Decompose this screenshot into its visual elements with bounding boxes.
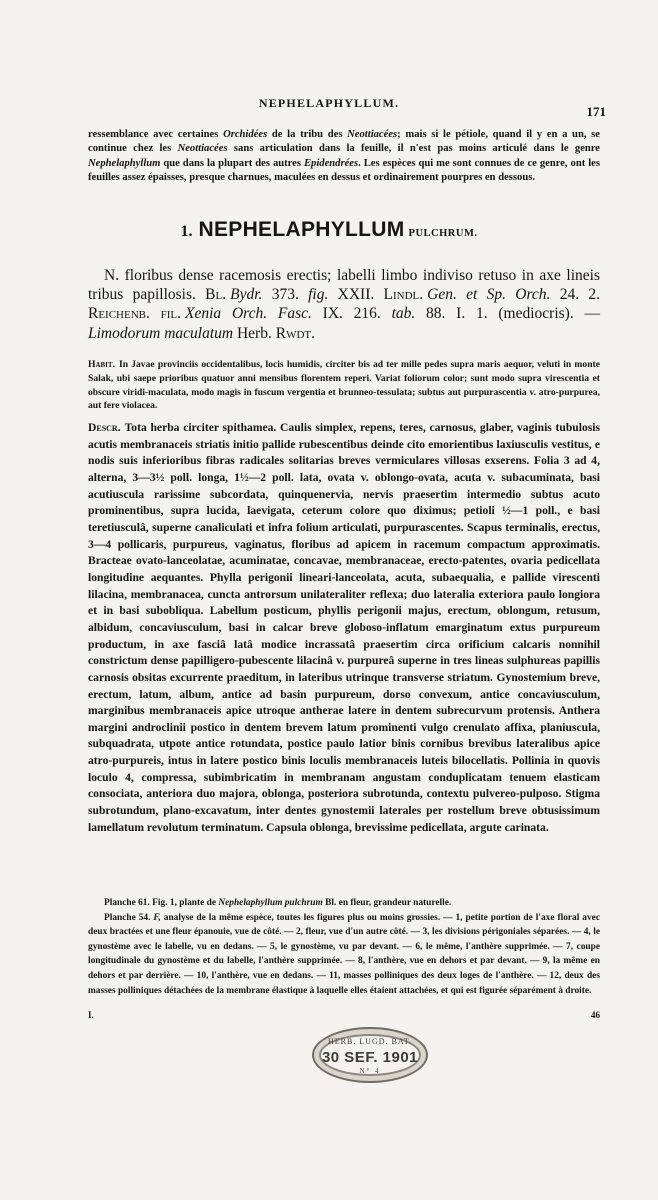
description-text: Tota herba circiter spithamea. Caulis simplex, repens, teres, carnosus, glaber, vaginis tubulosis acutis membranaceis striatis initio pallide rubescentibus deinde cito emorientibus laxiusculis vestitus, e nodis suis inferioribus fibras radicales solitarias breves vermiculares villosas exserens. Folia 3 ad 4, alterna, 3—3½ poll. longa, 1½—2 poll. lata, ovata v. oblongo-ovata, acuta v. subacuminata, basi acutiuscula rarissime subcordata, quinquenervia, nervis praesertim intermedio subtus acuto prominentibus, supra lucida, laevigata, ceterum colore quo diximus; petioli ½—1 poll., e basi teretiusculâ, superne canaliculati et infra folium articulati, purpurascentes. Scapus terminalis, erectus, 3—4 pollicaris, purpureus, vaginatus, floribus ad apicem in racemum compactum approximatis. Bracteae ovato-lanceolatae, acuminatae, concavae, membranaceae, erecto-patentes, ovaria pedicellata longitudine aequantes. Phylla perigonii lineari-lanceolata, acuta, subaequalia, e pallide virescenti lilacina, membranacea, cuncta antrorsum unilateraliter reflexa; duo lateralia exteriora paulo longiora et in basi subobliqua. Labellum posticum, phyllis perigonii majus, erectum, oblongum, retusum, albidum, concaviusculum, basi in calcar breve globoso-inflatum emarginatum extus purpureum productum, in axe fasciâ latâ modice incrassatâ praesertim circa orificium calcaris nonnihil constrictum dense papilligero-pubescente lilacinâ v. purpureâ superne in tres lineas sulphureas papillis carnosis obsitas excurrente praeditum, in lateribus utrinque transverse striatum. Gynostemium breve, erectum, latum, album, antice ad basin purpureum, dorso convexum, antice concaviusculum, marginibus membranaceis apice utroque antherae latere in dentem subrecurvum protensis. Anthera margini androclinii postico in dentem brevem latum prominenti vulgo crenulato affixa, planiuscula, subquadrata, utpote antice rotundata, postice paulo latior binis cornibus brevibus lateralibus apice atro-purpureis, intus in latere postico binis loculis membranaceis luteis bilocellatis. Pollinia in quovis loculo 4, compressa, subimbricatim in membranam angustam conduplicatam tenuem elasticam consociata, anteriora duo majora, oblonga, posteriora subrotunda, contextu pulvereo-pulposo. Stigma subrotundum, plano-excavatum, inter dentes gynostemii laterales per rostellum breve obtusissimum lamellatum revolutum terminatum. Capsula oblonga, brevissime pedicellata, argute carinata. [88, 421, 600, 834]
page-number: 171 [586, 104, 606, 119]
signature-number: 46 [591, 1010, 600, 1020]
stamp-date: 30 SEF. 1901 [321, 1049, 419, 1066]
intro-paragraph: ressemblance avec certaines Orchidées de la tribu des Neottiacées; mais si le pétiole, quand il y en a un, se continue chez les Neottiacées sans articulation dans la feuille, il n'est pas moins articulé dans le genre Nephelaphyllum que dans la plupart des autres Epidendrées. Les espèces qui me sont connues de ce genre, ont les feuilles assez épaisses, presque charnues, maculées en dessus et ordinairement pourpres en dessous. [88, 129, 601, 184]
plate-caption-61: Planche 61. Fig. 1, plante de Nephelaphyllum pulchrum Bl. en fleur, grandeur naturelle. [104, 898, 452, 908]
library-stamp [312, 1027, 428, 1083]
running-head: NEPHELAPHYLLUM. [258, 96, 400, 110]
habitat-label: Habit. [88, 359, 115, 370]
genus-name: NEPHELAPHYLLUM [198, 218, 405, 241]
stamp-ring-text: HERB. LUGD. BAT. [327, 1037, 413, 1046]
signature-mark: I. [88, 1010, 94, 1020]
habitat-text: In Javae provinciis occidentalibus, locis humidis, circiter bis ad ter mille pedes supra maris aequor, veluti in monte Salak, ubi saepe prioribus quatuor anni mensibus florentem reperi. Variat foliorum color; sunt modo supra virescentia et obscure viridi-maculata, modo magis in fuscum vergentia et brunneo-tessulata; subtus aut purpurascentia v. atro-purpurea, aut fere violacea. [88, 359, 600, 412]
species-heading [0, 218, 658, 242]
habitat-paragraph [88, 358, 600, 413]
plate-captions [88, 896, 600, 998]
latin-diagnosis: N. floribus dense racemosis erectis; labelli limbo indiviso retuso in axe lineis tribus papillosis. Bl. Bydr. 373. fig. XXII. Lindl. Gen. et Sp. Orch. 24. 2. Reichenb. fil. Xenia Orch. Fasc. IX. 216. tab. 88. I. 1. (mediocris). — Limodorum maculatum Herb. Rwdt. [88, 267, 601, 342]
species-epithet: PULCHRUM. [408, 228, 478, 239]
description-paragraph [88, 420, 600, 836]
stamp-ring-bottom-text: N° 4 [359, 1067, 381, 1075]
species-number: 1. [180, 223, 193, 240]
plate-caption-54: Planche 54. F, analyse de la même espèce, toutes les figures plus ou moins grossies. — 1, petite portion de l'axe floral avec deux bractées et une fleur épanouie, vue de côté. — 2, fleur, vue d'un autre côté. — 3, les divisions périgoniales séparées. — 4, le gynostème avec le labelle, vu en dedans. — 5, le gynostème, vu par devant. — 6, le même, l'anthère supprimée. — 7, coupe longitudinale du gynostème et du labelle, l'anthère supprimée. — 8, l'anthère, vue en dehors et par devant. — 9, la même en dehors et par derrière. — 10, l'anthère, vue en dedans. — 11, masses polliniques des deux loges de l'anthère. — 12, deux des masses polliniques détachées de la membrane élastique à laquelle elles étaient attachées, et qui est figurée séparément à droite. [88, 912, 600, 996]
description-label: Descr. [88, 421, 121, 434]
